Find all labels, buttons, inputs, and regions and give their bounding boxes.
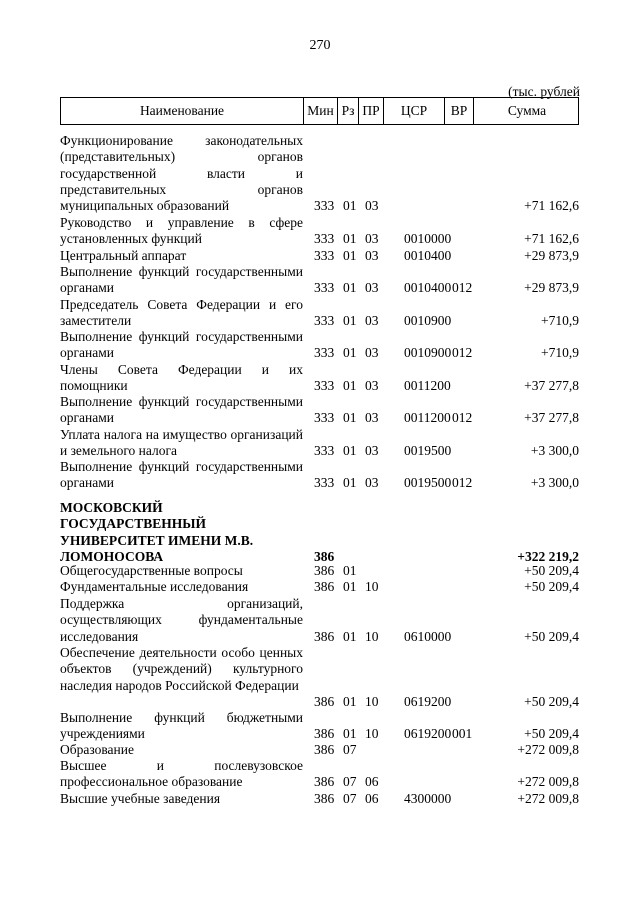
row-name: Члены Совета Федерации и их помощники xyxy=(60,362,303,394)
row-rz: 01 xyxy=(343,443,357,459)
row-min: 333 xyxy=(314,410,335,426)
unit-note: (тыс. рублей xyxy=(508,84,580,99)
row-min: 333 xyxy=(314,248,335,263)
header-name: Наименование xyxy=(61,98,304,124)
table-row xyxy=(60,710,579,743)
row-pr: 03 xyxy=(365,475,379,491)
row-sum: +272 009,8 xyxy=(517,791,579,806)
row-vr: 012 xyxy=(452,410,473,426)
row-name: Функционирование законодательных (представительных) органов государственной власти и представительных органов муниципальных образований xyxy=(60,133,303,214)
row-sum: +322 219,2 xyxy=(517,548,579,564)
row-rz: 01 xyxy=(343,378,357,394)
row-pr: 06 xyxy=(365,791,379,806)
table-row xyxy=(60,459,579,492)
row-name: Фундаментальные исследования xyxy=(60,579,249,594)
row-name: Выполнение функций государственными органами xyxy=(60,394,303,426)
header-pr: ПР xyxy=(359,98,384,124)
row-name: МОСКОВСКИЙ ГОСУДАРСТВЕННЫЙ УНИВЕРСИТЕТ ИМЕНИ М.В. ЛОМОНОСОВА xyxy=(60,500,254,564)
row-csr: 4300000 xyxy=(404,791,452,806)
row-csr: 0610000 xyxy=(404,628,452,644)
row-name: Выполнение функций государственными органами xyxy=(60,459,303,491)
row-csr: 0010400 xyxy=(404,280,452,296)
row-vr: 001 xyxy=(452,726,473,742)
row-pr: 03 xyxy=(365,280,379,296)
row-pr: 03 xyxy=(365,231,379,247)
row-name: Выполнение функций государственными органами xyxy=(60,264,303,296)
row-min: 386 xyxy=(314,579,335,594)
row-rz: 01 xyxy=(343,313,357,329)
row-sum: +29 873,9 xyxy=(524,280,579,296)
table-row xyxy=(60,133,579,215)
row-rz: 01 xyxy=(343,410,357,426)
row-rz: 01 xyxy=(343,345,357,361)
row-rz: 01 xyxy=(343,280,357,296)
row-min: 386 xyxy=(314,774,335,790)
row-name: Центральный аппарат xyxy=(60,248,187,263)
row-csr: 0011200 xyxy=(404,410,451,426)
row-csr: 0011200 xyxy=(404,378,451,394)
row-sum: +37 277,8 xyxy=(524,378,579,394)
row-rz: 07 xyxy=(343,791,357,806)
row-min: 386 xyxy=(314,742,335,757)
table-row xyxy=(60,742,579,758)
row-sum: +50 209,4 xyxy=(524,579,579,594)
table-row xyxy=(60,791,579,807)
table-row xyxy=(60,500,579,565)
row-vr: 012 xyxy=(452,345,473,361)
row-csr: 0010000 xyxy=(404,231,452,247)
row-sum: +272 009,8 xyxy=(517,774,579,790)
header-sum: Сумма xyxy=(507,103,547,118)
row-name: Руководство и управление в сфере установленных функций xyxy=(60,215,303,247)
header-min: Мин xyxy=(304,98,338,124)
row-vr: 012 xyxy=(452,475,473,491)
table-row xyxy=(60,645,579,710)
table-header xyxy=(60,97,579,125)
page-number: 270 xyxy=(309,38,331,53)
table-row xyxy=(60,248,579,264)
row-pr: 03 xyxy=(365,378,379,394)
row-pr: 03 xyxy=(365,198,379,214)
table-row xyxy=(60,394,579,427)
row-name: Высшие учебные заведения xyxy=(60,791,221,806)
row-rz: 01 xyxy=(343,563,357,578)
row-sum: +37 277,8 xyxy=(524,410,579,426)
row-rz: 01 xyxy=(343,693,357,709)
row-pr: 10 xyxy=(365,726,379,742)
row-csr: 0010900 xyxy=(404,345,452,361)
header-rz: Рз xyxy=(338,98,359,124)
row-name: Образование xyxy=(60,742,134,757)
row-min: 333 xyxy=(314,198,335,214)
table-row xyxy=(60,596,579,645)
row-min: 333 xyxy=(314,475,335,491)
row-name: Общегосударственные вопросы xyxy=(60,563,243,578)
row-pr: 10 xyxy=(365,628,379,644)
header-csr: ЦСР xyxy=(384,98,445,124)
row-name: Обеспечение деятельности особо ценных объектов (учреждений) культурного наследия народов Российской Федерации xyxy=(60,645,303,693)
row-sum: +71 162,6 xyxy=(524,198,579,214)
row-csr: 0010400 xyxy=(404,248,452,263)
row-csr: 0619200 xyxy=(404,726,452,742)
table-row xyxy=(60,264,579,297)
row-sum: +710,9 xyxy=(541,345,579,361)
row-min: 333 xyxy=(314,378,335,394)
row-sum: +29 873,9 xyxy=(524,248,579,263)
table-row xyxy=(60,758,579,791)
row-min: 386 xyxy=(314,693,335,709)
row-pr: 10 xyxy=(365,693,379,709)
row-name: Председатель Совета Федерации и его заместители xyxy=(60,297,303,329)
row-pr: 03 xyxy=(365,443,379,459)
table-row xyxy=(60,362,579,395)
header-vr: ВР xyxy=(445,98,474,124)
table-row xyxy=(60,297,579,330)
row-rz: 01 xyxy=(343,198,357,214)
row-min: 386 xyxy=(314,563,335,578)
row-pr: 10 xyxy=(365,579,379,594)
row-pr: 03 xyxy=(365,410,379,426)
row-rz: 07 xyxy=(343,742,357,757)
row-sum: +710,9 xyxy=(541,313,579,329)
row-sum: +50 209,4 xyxy=(524,563,579,578)
table-row xyxy=(60,427,579,460)
row-sum: +3 300,0 xyxy=(530,475,579,491)
table-row xyxy=(60,215,579,248)
row-sum: +71 162,6 xyxy=(524,231,579,247)
row-pr: 06 xyxy=(365,774,379,790)
row-rz: 01 xyxy=(343,579,357,594)
table-row xyxy=(60,579,579,595)
row-name: Высшее и послевузовское профессиональное образование xyxy=(60,758,303,790)
row-name: Уплата налога на имущество организаций и земельного налога xyxy=(60,427,303,459)
row-min: 333 xyxy=(314,231,335,247)
row-csr: 0019500 xyxy=(404,443,452,459)
row-name: Выполнение функций бюджетными учреждениями xyxy=(60,710,303,742)
row-rz: 01 xyxy=(343,248,357,263)
row-rz: 07 xyxy=(343,774,357,790)
row-rz: 01 xyxy=(343,475,357,491)
row-min: 333 xyxy=(314,345,335,361)
row-vr: 012 xyxy=(452,280,473,296)
row-name: Поддержка организаций, осуществляющих фундаментальные исследования xyxy=(60,596,303,644)
row-min: 333 xyxy=(314,443,335,459)
row-sum: +50 209,4 xyxy=(524,628,579,644)
row-csr: 0019500 xyxy=(404,475,452,491)
row-name: Выполнение функций государственными органами xyxy=(60,329,303,361)
row-sum: +272 009,8 xyxy=(517,742,579,757)
row-pr: 03 xyxy=(365,248,379,263)
row-min: 386 xyxy=(314,726,335,742)
row-rz: 01 xyxy=(343,628,357,644)
table-row xyxy=(60,329,579,362)
row-sum: +50 209,4 xyxy=(524,693,579,709)
row-sum: +3 300,0 xyxy=(530,443,579,459)
row-csr: 0010900 xyxy=(404,313,452,329)
row-min: 333 xyxy=(314,280,335,296)
row-rz: 01 xyxy=(343,726,357,742)
row-min: 386 xyxy=(314,548,335,564)
row-rz: 01 xyxy=(343,231,357,247)
row-min: 333 xyxy=(314,313,335,329)
row-min: 386 xyxy=(314,628,335,644)
table-row xyxy=(60,563,579,579)
row-pr: 03 xyxy=(365,345,379,361)
row-csr: 0619200 xyxy=(404,693,452,709)
row-sum: +50 209,4 xyxy=(524,726,579,742)
row-pr: 03 xyxy=(365,313,379,329)
row-min: 386 xyxy=(314,791,335,806)
